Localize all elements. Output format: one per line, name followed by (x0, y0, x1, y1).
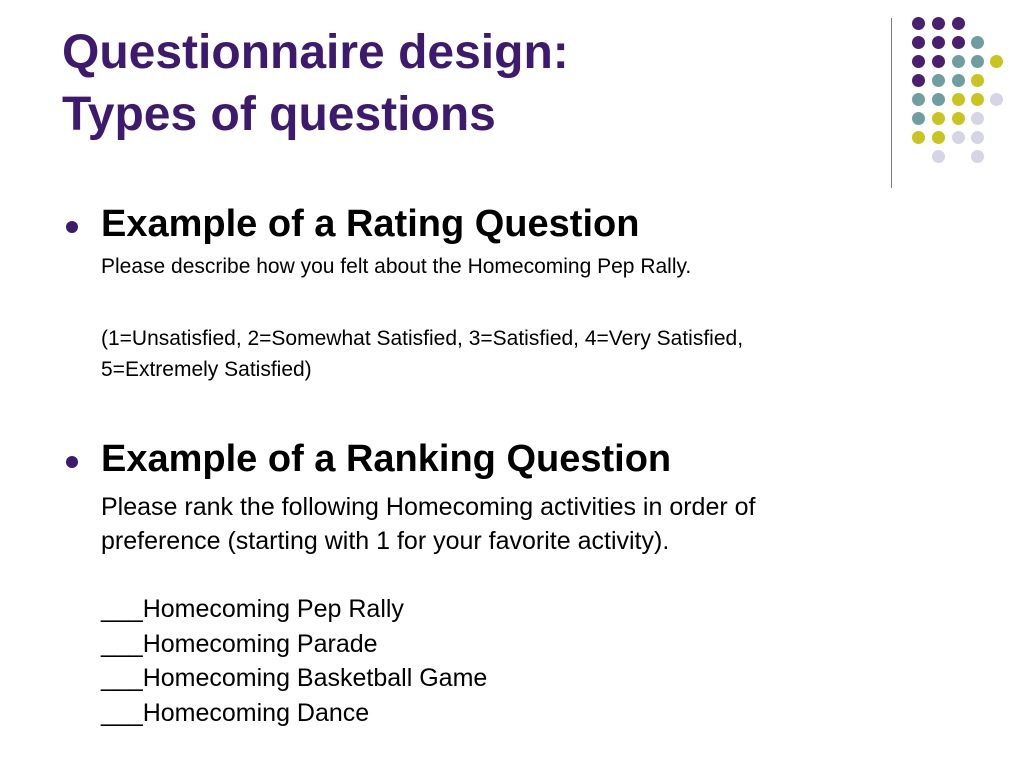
ranking-item: ___Homecoming Basketball Game (101, 664, 488, 692)
slide-title-line-1: Questionnaire design: (62, 26, 569, 79)
ranking-item: ___Homecoming Dance (101, 698, 370, 727)
decorative-dot (971, 112, 984, 125)
decorative-dot (971, 93, 984, 106)
decorative-dot (952, 112, 965, 125)
decorative-dot (932, 93, 945, 106)
decorative-dot (971, 36, 984, 49)
decorative-dot (912, 131, 925, 144)
bullet-icon (66, 456, 78, 468)
decorative-dot (932, 17, 945, 30)
slide-title-line-2: Types of questions (62, 88, 496, 141)
decorative-dot (971, 150, 984, 163)
bullet-icon (66, 221, 78, 233)
decorative-dot (912, 36, 925, 49)
decorative-dot (912, 17, 925, 30)
ranking-item: ___Homecoming Parade (101, 629, 378, 658)
ranking-question-heading: Example of a Ranking Question (101, 438, 672, 480)
decorative-dot (932, 131, 945, 144)
rating-question-heading: Example of a Rating Question (101, 203, 640, 245)
decorative-dot (952, 131, 965, 144)
decorative-dot (952, 74, 965, 87)
decorative-dot (971, 74, 984, 87)
decorative-dot (971, 55, 984, 68)
ranking-question-prompt-line-2: preference (starting with 1 for your favorite activity). (101, 527, 670, 555)
decorative-dot (932, 74, 945, 87)
slide-title (62, 22, 569, 146)
ranking-question-prompt-line-1: Please rank the following Homecoming activities in order of (101, 493, 756, 521)
decorative-dot (990, 93, 1003, 106)
ranking-items-list (101, 592, 487, 730)
decorative-dot (912, 112, 925, 125)
decorative-dot (952, 17, 965, 30)
ranking-item: ___Homecoming Pep Rally (101, 595, 404, 623)
decorative-dot (952, 36, 965, 49)
rating-question-prompt: Please describe how you felt about the Homecoming Pep Rally. (101, 255, 692, 278)
rating-scale-line-2: 5=Extremely Satisfied) (101, 358, 312, 381)
decorative-dot (932, 112, 945, 125)
decorative-dot (971, 131, 984, 144)
vertical-divider (891, 18, 892, 188)
decorative-dot (912, 93, 925, 106)
decorative-dot (932, 55, 945, 68)
decorative-dot (932, 36, 945, 49)
decorative-dot (912, 74, 925, 87)
decorative-dot (932, 150, 945, 163)
decorative-dot (990, 55, 1003, 68)
decorative-dot (952, 93, 965, 106)
decorative-dot (952, 55, 965, 68)
decorative-dot (912, 55, 925, 68)
rating-scale-line-1: (1=Unsatisfied, 2=Somewhat Satisfied, 3=Satisfied, 4=Very Satisfied, (101, 327, 744, 350)
